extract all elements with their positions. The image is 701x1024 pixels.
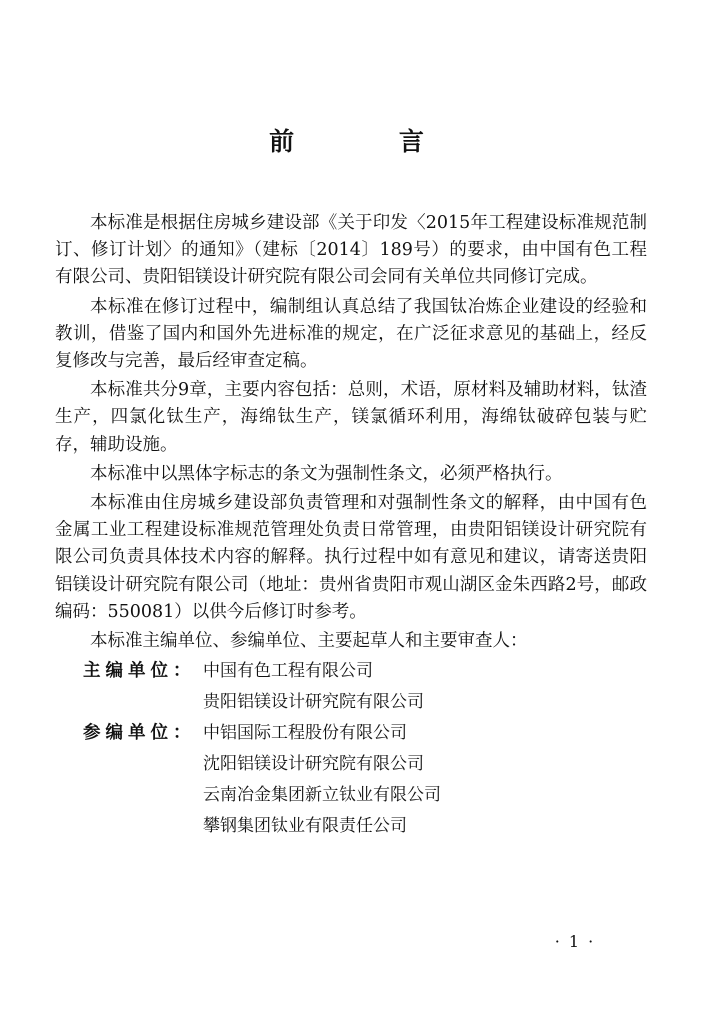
list-item — [83, 782, 647, 813]
unit-name: 攀钢集团钛业有限责任公司 — [203, 816, 407, 837]
units-list — [83, 658, 647, 844]
list-item — [83, 689, 647, 720]
unit-name: 中国有色工程有限公司 — [203, 661, 373, 682]
paragraph-units-intro: 本标准主编单位、参编单位、主要起草人和主要审查人： — [90, 631, 528, 652]
paragraph-revision-process: 本标准在修订过程中，编制组认真总结了我国钛冶炼企业建设的经验和教训，借鉴了国内和国外先进标准的规定，在广泛征求意见的基础上，经反复修改与完善，最后经审查定稿。 — [55, 296, 647, 372]
paragraph-mandatory-clauses: 本标准中以黑体字标志的条文为强制性条文，必须严格执行。 — [90, 463, 563, 484]
page-title: 前 言 — [269, 127, 472, 156]
paragraph-contents: 本标准共分9章，主要内容包括：总则，术语，原材料及辅助材料，钛渣生产，四氯化钛生产，海绵钛生产，镁氯循环利用，海绵钛破碎包装与贮存，辅助设施。 — [55, 380, 647, 455]
list-item — [83, 720, 647, 751]
unit-name: 贵阳铝镁设计研究院有限公司 — [203, 692, 424, 713]
list-item — [83, 751, 647, 782]
paragraph-basis: 本标准是根据住房城乡建设部《关于印发〈2015年工程建设标准规范制订、修订计划〉的通知》（建标〔2014〕189号）的要求，由中国有色工程有限公司、贵阳铝镁设计研究院有限公司会同有关单位共同修订完成。 — [55, 213, 647, 288]
unit-name: 沈阳铝镁设计研究院有限公司 — [203, 754, 424, 775]
unit-name: 中铝国际工程股份有限公司 — [203, 723, 407, 744]
preface-body — [55, 210, 647, 844]
paragraph-management: 本标准由住房城乡建设部负责管理和对强制性条文的解释，由中国有色金属工业工程建设标准规范管理处负责日常管理，由贵阳铝镁设计研究院有限公司负责具体技术内容的解释。执行过程中如有意见和建议，请寄送贵阳铝镁设计研究院有限公司（地址：贵州省贵阳市观山湖区金朱西路2号，邮政编码：550081）以供今后修订时参考。 — [55, 493, 647, 622]
unit-label-chief-editor: 主编单位： — [83, 661, 196, 682]
unit-name: 云南冶金集团新立钛业有限公司 — [203, 785, 441, 806]
list-item — [83, 813, 647, 844]
page-number: · 1 · — [554, 932, 596, 951]
unit-label-participating: 参编单位： — [83, 723, 196, 744]
list-item — [83, 658, 647, 689]
